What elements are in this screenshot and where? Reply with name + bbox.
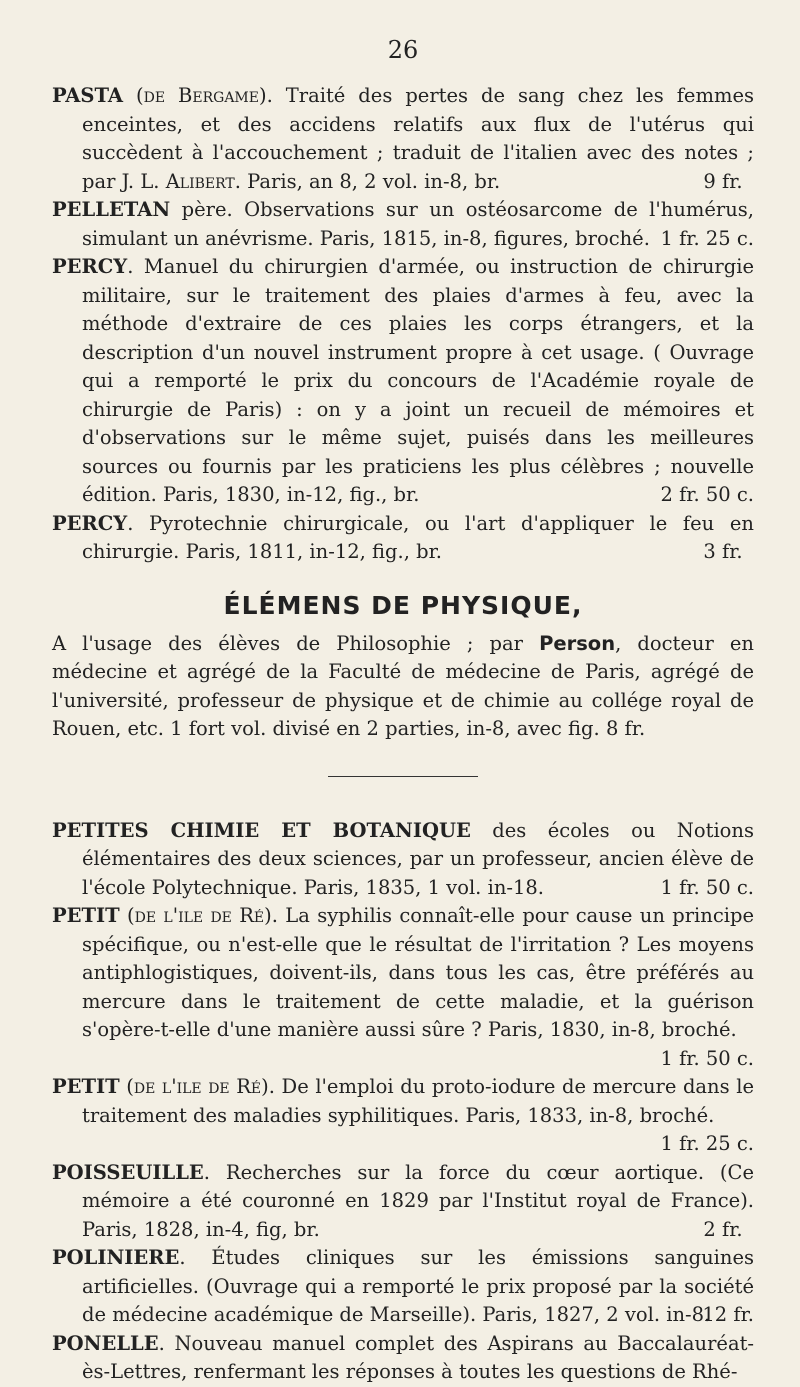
entry-price: 1 fr. 25 c.: [660, 1132, 754, 1155]
entry-author: POLINIERE: [52, 1246, 180, 1269]
entry-text: . Nouveau manuel complet des Aspirans au Baccalauréat-ès-Lettres, renfermant les réponses à toutes les questions de Rhé-: [82, 1331, 754, 1383]
entry-price: 1 fr. 50 c.: [660, 1046, 754, 1070]
section-text: A l'usage des élèves de Philosophie ; par: [52, 631, 540, 655]
entry-author: PERCY: [52, 511, 128, 535]
entry-author: PETIT: [52, 904, 120, 927]
catalogue-entry: [52, 817, 754, 903]
entry-author: PELLETAN: [52, 198, 171, 221]
divider-rule: [328, 776, 478, 777]
entry-text: . Pyrotechnie chirurgicale, ou l'art d'appliquer le feu en chirurgie. Paris, 1811, in-12, fig., br.: [82, 511, 754, 563]
entry-text: . Paris, an 8, 2 vol. in-8, br.: [234, 169, 501, 193]
entry-text: . Études cliniques sur les émissions sanguines artificielles. (Ouvrage qui a remporté le prix proposé par la société de médecine académique de Marseille). Paris, 1827, 2 vol. in-8.: [82, 1246, 754, 1326]
entry-price: 2 fr. 50 c.: [660, 483, 754, 506]
entry-qualifier: (de l'ile de Ré): [127, 904, 272, 927]
section-price: 8 fr.: [605, 717, 646, 740]
entry-text: . De l'emploi du proto-iodure de mercure dans le traitement des maladies syphilitiques. Paris, 1833, in-8, broché.: [82, 1075, 754, 1127]
entry-translator: Alibert: [165, 169, 235, 193]
entry-text: . Manuel du chirurgien d'armée, ou instruction de chirurgie militaire, sur le traitement des plaies d'armes à feu, avec la méthode d'extraire de ces plaies les corps étrangers, et la description d'un nouvel instrument propre à cet usage. ( Ouvrage qui a remporté le prix du concours de l'Académie royale de chirurgie de Paris) : on y a joint un recueil de mémoires et d'observations sur le même sujet, puisés dans les meilleures sources ou fournis par les praticiens les plus célèbres ; nouvelle édition. Paris, 1830, in-12, fig., br.: [82, 255, 754, 506]
catalogue-entry: [52, 1159, 754, 1245]
section-text: , docteur en médecine et agrégé de la Faculté de médecine de Paris, agrégé de l'université, professeur de physique et de chimie au collége royal de Rouen, etc. 1 fort vol. divisé en 2 parties, in-8, avec fig.: [52, 631, 754, 740]
entry-price: 3 fr.: [703, 540, 743, 563]
entry-author: PERCY: [52, 255, 128, 278]
catalogue-entry: [52, 82, 754, 196]
entry-author: POISSEUILLE: [52, 1160, 204, 1184]
entry-text: . Recherches sur la force du cœur aortique. (Ce mémoire a été couronné en 1829 par l'Institut royal de France). Paris, 1828, in-4, fig, br.: [82, 1160, 754, 1241]
catalogue-entry: [52, 196, 754, 253]
entry-price: 1 fr. 25 c.: [660, 226, 754, 250]
entry-price: 12 fr.: [702, 1303, 754, 1326]
catalogue-entry: [52, 1330, 754, 1387]
catalogue-entry: [52, 1073, 754, 1159]
entry-author: PETITES CHIMIE ET BOTANIQUE: [52, 818, 471, 842]
catalogue-entry: [52, 253, 754, 510]
entry-price: 2 fr.: [703, 1217, 743, 1241]
catalogue-entry: [52, 902, 754, 1073]
catalogue-entry: [52, 510, 754, 567]
entry-text: père. Observations sur un ostéosarcome de l'humérus, simulant un anévrisme. Paris, 1815, in-8, figures, broché.: [82, 198, 754, 250]
section-author: Person: [539, 631, 616, 655]
entry-qualifier: (de Bergame): [136, 84, 267, 107]
entry-text: des écoles ou Notions élémentaires des deux sciences, par un professeur, ancien élève de l'école Polytechnique. Paris, 1835, 1 vol. in-18.: [82, 818, 754, 899]
entry-author: PETIT: [52, 1075, 120, 1098]
catalogue-entry: [52, 1244, 754, 1330]
page-number: 26: [387, 36, 419, 64]
entry-price: 9 fr.: [703, 169, 743, 193]
entry-author: PASTA: [52, 84, 124, 107]
entry-text: . La syphilis connaît-elle pour cause un principe spécifique, ou n'est-elle que le résultat de l'irritation ? Les moyens antiphlogistiques, doivent-ils, dans tous les cas, être préférés au mercure dans le traitement de cette maladie, et la guérison s'opère-t-elle d'une manière aussi sûre ? Paris, 1830, in-8, broché.: [82, 904, 754, 1041]
entry-price: 1 fr. 50 c.: [660, 875, 754, 899]
section-title: ÉLÉMENS DE PHYSIQUE,: [223, 590, 583, 620]
entry-author: PONELLE: [52, 1331, 159, 1355]
entry-text: . Traité des pertes de sang chez les femmes enceintes, et des accidens relatifs aux flux de l'utérus qui succèdent à l'accouchement ; traduit de l'italien avec des notes ; par J. L.: [82, 84, 754, 193]
entry-qualifier: (de l'ile de Ré): [126, 1075, 269, 1098]
section-description: [52, 630, 754, 744]
